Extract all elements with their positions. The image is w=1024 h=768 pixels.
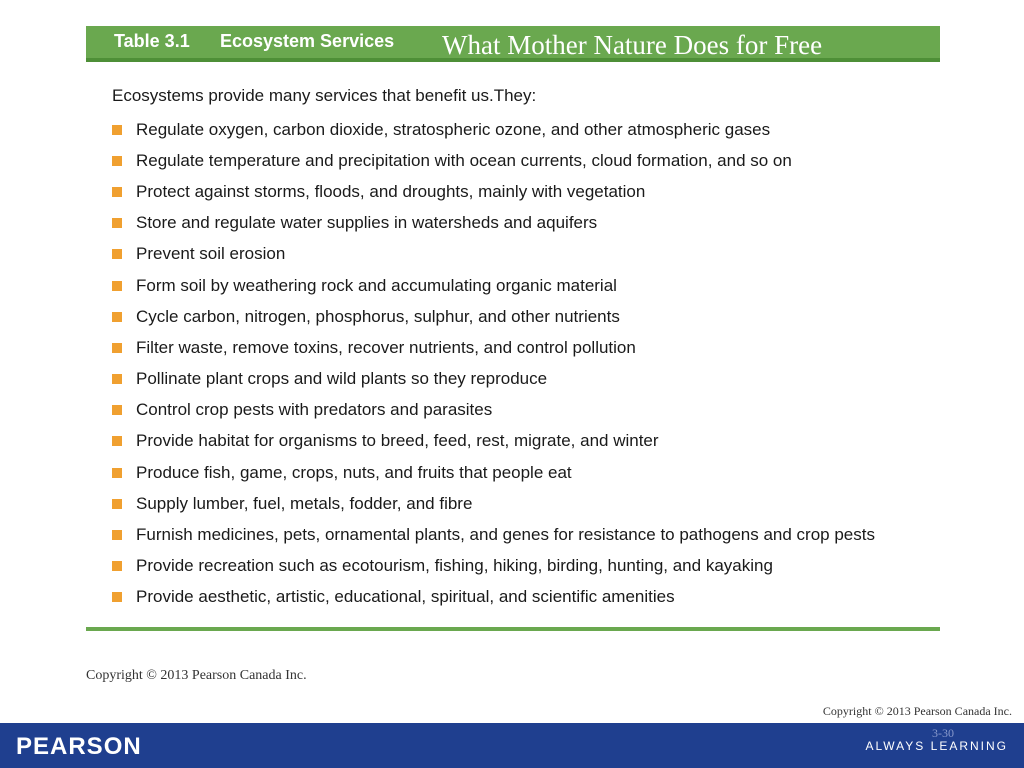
list-item-text: Pollinate plant crops and wild plants so they reproduce — [136, 369, 548, 389]
list-item — [112, 582, 875, 613]
list-item — [112, 551, 875, 582]
list-item-text: Provide habitat for organisms to breed, feed, rest, migrate, and winter — [136, 431, 659, 451]
list-item — [112, 145, 875, 176]
square-bullet-icon — [112, 218, 122, 228]
table-copyright: Copyright © 2013 Pearson Canada Inc. — [86, 668, 307, 683]
list-item — [112, 176, 875, 207]
square-bullet-icon — [112, 187, 122, 197]
always-learning-tagline: ALWAYS LEARNING — [865, 739, 1008, 753]
square-bullet-icon — [112, 530, 122, 540]
square-bullet-icon — [112, 312, 122, 322]
list-item-text: Store and regulate water supplies in watersheds and aquifers — [136, 213, 598, 233]
list-item — [112, 301, 875, 332]
table-label: Table 3.1 — [114, 31, 190, 51]
list-item-text: Prevent soil erosion — [136, 244, 286, 264]
list-item-text: Protect against storms, floods, and droughts, mainly with vegetation — [136, 181, 646, 201]
list-item — [112, 332, 875, 363]
list-item — [112, 270, 875, 301]
list-item — [112, 239, 875, 270]
square-bullet-icon — [112, 468, 122, 478]
list-item-text: Control crop pests with predators and parasites — [136, 400, 493, 420]
list-item-text: Produce fish, game, crops, nuts, and fruits that people eat — [136, 462, 572, 482]
slide-copyright: Copyright © 2013 Pearson Canada Inc. — [822, 704, 1012, 718]
square-bullet-icon — [112, 343, 122, 353]
list-item-text: Furnish medicines, pets, ornamental plants, and genes for resistance to pathogens and crop pests — [136, 525, 875, 545]
square-bullet-icon — [112, 281, 122, 291]
list-item — [112, 426, 875, 457]
square-bullet-icon — [112, 405, 122, 415]
list-item — [112, 114, 875, 145]
square-bullet-icon — [112, 156, 122, 166]
list-item — [112, 208, 875, 239]
square-bullet-icon — [112, 249, 122, 259]
square-bullet-icon — [112, 499, 122, 509]
table-caption: Ecosystem Services — [220, 31, 395, 51]
pearson-logo: PEARSON — [16, 733, 142, 760]
list-item-text: Cycle carbon, nitrogen, phosphorus, sulphur, and other nutrients — [136, 306, 620, 326]
list-item — [112, 519, 875, 550]
table-bottom-rule — [86, 627, 940, 631]
list-item — [112, 395, 875, 426]
list-item — [112, 457, 875, 488]
list-item-text: Form soil by weathering rock and accumulating organic material — [136, 275, 617, 295]
list-item-text: Provide aesthetic, artistic, educational, spiritual, and scientific amenities — [136, 587, 675, 607]
list-item-text: Provide recreation such as ecotourism, fishing, hiking, birding, hunting, and kayaking — [136, 556, 773, 576]
list-item-text: Filter waste, remove toxins, recover nutrients, and control pollution — [136, 337, 636, 357]
list-item — [112, 488, 875, 519]
footer-bar — [0, 723, 1024, 768]
square-bullet-icon — [112, 561, 122, 571]
slide-number: 3-30 — [932, 726, 954, 740]
square-bullet-icon — [112, 592, 122, 602]
slide-title: What Mother Nature Does for Free — [442, 30, 823, 60]
intro-text: Ecosystems provide many services that benefit us.They: — [112, 86, 537, 105]
square-bullet-icon — [112, 374, 122, 384]
list-item-text: Regulate temperature and precipitation with ocean currents, cloud formation, and so on — [136, 150, 792, 170]
list-item-text: Regulate oxygen, carbon dioxide, stratospheric ozone, and other atmospheric gases — [136, 119, 771, 139]
service-list — [112, 114, 875, 613]
square-bullet-icon — [112, 436, 122, 446]
list-item-text: Supply lumber, fuel, metals, fodder, and fibre — [136, 493, 473, 513]
square-bullet-icon — [112, 125, 122, 135]
list-item — [112, 364, 875, 395]
